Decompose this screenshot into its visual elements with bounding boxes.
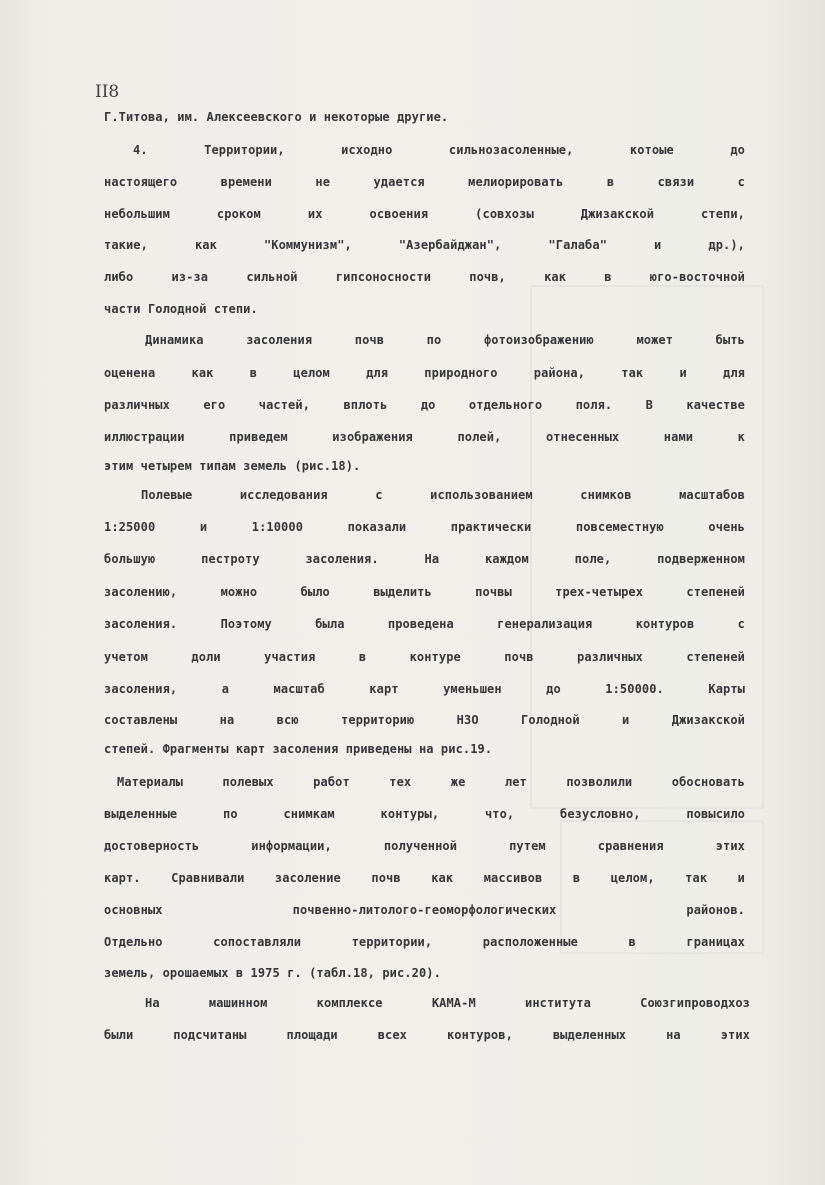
text-line: земель, орошаемых в 1975 г. (табл.18, рис.20). bbox=[104, 966, 441, 980]
text-line: выделенные по снимкам контуры, что, безусловно, повысило bbox=[104, 807, 745, 821]
text-line: засоления. Поэтому была проведена генерализация контуров с bbox=[104, 617, 745, 631]
text-line: большую пестроту засоления. На каждом поле, подверженном bbox=[104, 552, 745, 566]
text-line: этим четырем типам земель (рис.18). bbox=[104, 459, 361, 473]
text-line: учетом доли участия в контуре почв различных степеней bbox=[104, 650, 745, 664]
text-line: Отдельно сопоставляли территории, расположенные в границах bbox=[104, 935, 745, 949]
text-line: Полевые исследования с использованием снимков масштабов bbox=[141, 488, 745, 502]
text-line: Материалы полевых работ тех же лет позволили обосновать bbox=[117, 775, 745, 789]
text-line: 1:25000 и 1:10000 показали практически повсеместную очень bbox=[104, 520, 745, 534]
page-number: II8 bbox=[95, 82, 120, 102]
text-line: различных его частей, вплоть до отдельного поля. В качестве bbox=[104, 398, 745, 412]
text-line: Динамика засоления почв по фотоизображению может быть bbox=[145, 333, 745, 347]
text-line: засолению, можно было выделить почвы трех-четырех степеней bbox=[104, 585, 745, 599]
text-line: Г.Титова, им. Алексеевского и некоторые другие. bbox=[104, 110, 449, 124]
text-line: засоления, а масштаб карт уменьшен до 1:50000. Карты bbox=[104, 682, 745, 696]
text-line: На машинном комплексе КАМА-М института Союзгипроводхоз bbox=[145, 996, 750, 1010]
text-line: были подсчитаны площади всех контуров, выделенных на этих bbox=[104, 1028, 750, 1042]
text-line: основных почвенно-литолого-геоморфологических районов. bbox=[104, 903, 745, 917]
show-through-frame bbox=[530, 285, 764, 809]
text-line: составлены на всю территорию НЗО Голодной и Джизакской bbox=[104, 713, 745, 727]
text-line: 4. Территории, исходно сильнозасоленные, котоые до bbox=[133, 143, 745, 157]
text-line: либо из-за сильной гипсоносности почв, как в юго-восточной bbox=[104, 270, 745, 284]
text-line: иллюстрации приведем изображения полей, отнесенных нами к bbox=[104, 430, 745, 444]
text-line: настоящего времени не удается мелиорировать в связи с bbox=[104, 175, 745, 189]
text-line: небольшим сроком их освоения (совхозы Джизакской степи, bbox=[104, 207, 745, 221]
text-line: карт. Сравнивали засоление почв как массивов в целом, так и bbox=[104, 871, 745, 885]
text-line: достоверность информации, полученной путем сравнения этих bbox=[104, 839, 745, 853]
text-line: такие, как "Коммунизм", "Азербайджан", "Галаба" и др.), bbox=[104, 238, 745, 252]
text-line: части Голодной степи. bbox=[104, 302, 258, 316]
text-line: степей. Фрагменты карт засоления приведены на рис.19. bbox=[104, 742, 493, 756]
text-line: оценена как в целом для природного района, так и для bbox=[104, 366, 745, 380]
